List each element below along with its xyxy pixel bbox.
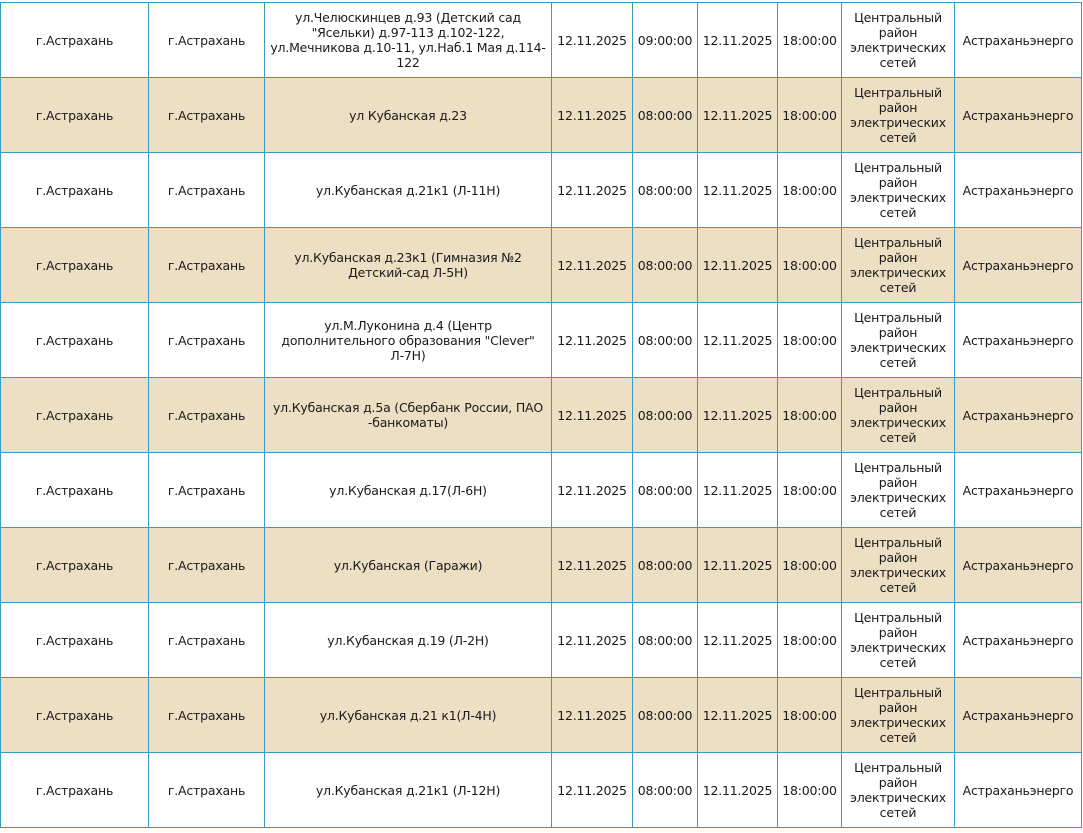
- cell-address: ул Кубанская д.23: [265, 78, 552, 153]
- cell-address: ул.Кубанская д.19 (Л-2Н): [265, 603, 552, 678]
- cell-organization: Астраханьэнерго: [955, 3, 1082, 78]
- cell-settlement: г.Астрахань: [149, 753, 265, 828]
- table-body: [1, 3, 1082, 828]
- cell-end-date: 12.11.2025: [698, 153, 778, 228]
- cell-district: Центральный район электрических сетей: [842, 753, 955, 828]
- cell-settlement: г.Астрахань: [149, 303, 265, 378]
- cell-organization: Астраханьэнерго: [955, 153, 1082, 228]
- table-row: [1, 678, 1082, 753]
- cell-organization: Астраханьэнерго: [955, 228, 1082, 303]
- cell-end-time: 18:00:00: [778, 228, 842, 303]
- cell-start-time: 08:00:00: [633, 153, 698, 228]
- cell-district: Центральный район электрических сетей: [842, 78, 955, 153]
- cell-end-date: 12.11.2025: [698, 228, 778, 303]
- cell-settlement: г.Астрахань: [149, 453, 265, 528]
- cell-district: Центральный район электрических сетей: [842, 678, 955, 753]
- table-row: [1, 378, 1082, 453]
- cell-start-date: 12.11.2025: [552, 153, 633, 228]
- cell-start-date: 12.11.2025: [552, 303, 633, 378]
- cell-locality: г.Астрахань: [1, 378, 149, 453]
- cell-end-time: 18:00:00: [778, 453, 842, 528]
- cell-end-date: 12.11.2025: [698, 678, 778, 753]
- cell-district: Центральный район электрических сетей: [842, 3, 955, 78]
- cell-start-time: 08:00:00: [633, 753, 698, 828]
- table-row: [1, 153, 1082, 228]
- cell-start-date: 12.11.2025: [552, 603, 633, 678]
- cell-end-time: 18:00:00: [778, 303, 842, 378]
- cell-organization: Астраханьэнерго: [955, 378, 1082, 453]
- cell-settlement: г.Астрахань: [149, 528, 265, 603]
- cell-end-date: 12.11.2025: [698, 378, 778, 453]
- table-row: [1, 603, 1082, 678]
- cell-end-date: 12.11.2025: [698, 303, 778, 378]
- cell-settlement: г.Астрахань: [149, 3, 265, 78]
- cell-address: ул.Челюскинцев д.93 (Детский сад "Ясельки) д.97-113 д.102-122, ул.Мечникова д.10-11, ул.Наб.1 Мая д.114-122: [265, 3, 552, 78]
- cell-organization: Астраханьэнерго: [955, 303, 1082, 378]
- cell-start-date: 12.11.2025: [552, 78, 633, 153]
- cell-locality: г.Астрахань: [1, 153, 149, 228]
- cell-start-date: 12.11.2025: [552, 753, 633, 828]
- cell-end-time: 18:00:00: [778, 678, 842, 753]
- table-row: [1, 303, 1082, 378]
- cell-start-date: 12.11.2025: [552, 678, 633, 753]
- cell-district: Центральный район электрических сетей: [842, 228, 955, 303]
- cell-settlement: г.Астрахань: [149, 228, 265, 303]
- cell-settlement: г.Астрахань: [149, 378, 265, 453]
- cell-locality: г.Астрахань: [1, 603, 149, 678]
- cell-address: ул.Кубанская д.21к1 (Л-11Н): [265, 153, 552, 228]
- cell-settlement: г.Астрахань: [149, 78, 265, 153]
- cell-end-time: 18:00:00: [778, 78, 842, 153]
- cell-address: ул.М.Луконина д.4 (Центр дополнительного образования "Clever" Л-7Н): [265, 303, 552, 378]
- cell-end-date: 12.11.2025: [698, 453, 778, 528]
- cell-start-time: 08:00:00: [633, 528, 698, 603]
- cell-settlement: г.Астрахань: [149, 678, 265, 753]
- cell-address: ул.Кубанская д.21к1 (Л-12Н): [265, 753, 552, 828]
- cell-end-date: 12.11.2025: [698, 603, 778, 678]
- cell-address: ул.Кубанская д.17(Л-6Н): [265, 453, 552, 528]
- cell-district: Центральный район электрических сетей: [842, 528, 955, 603]
- cell-end-time: 18:00:00: [778, 753, 842, 828]
- cell-settlement: г.Астрахань: [149, 603, 265, 678]
- cell-district: Центральный район электрических сетей: [842, 378, 955, 453]
- cell-locality: г.Астрахань: [1, 453, 149, 528]
- cell-start-time: 08:00:00: [633, 453, 698, 528]
- cell-start-time: 09:00:00: [633, 3, 698, 78]
- table-row: [1, 78, 1082, 153]
- cell-address: ул.Кубанская (Гаражи): [265, 528, 552, 603]
- cell-address: ул.Кубанская д.23к1 (Гимназия №2 Детский-сад Л-5Н): [265, 228, 552, 303]
- table-row: [1, 528, 1082, 603]
- cell-end-date: 12.11.2025: [698, 78, 778, 153]
- cell-organization: Астраханьэнерго: [955, 603, 1082, 678]
- cell-district: Центральный район электрических сетей: [842, 603, 955, 678]
- cell-start-time: 08:00:00: [633, 303, 698, 378]
- cell-start-date: 12.11.2025: [552, 3, 633, 78]
- table-row: [1, 753, 1082, 828]
- cell-organization: Астраханьэнерго: [955, 753, 1082, 828]
- cell-district: Центральный район электрических сетей: [842, 153, 955, 228]
- cell-address: ул.Кубанская д.5а (Сбербанк России, ПАО -банкоматы): [265, 378, 552, 453]
- cell-start-date: 12.11.2025: [552, 228, 633, 303]
- cell-end-date: 12.11.2025: [698, 3, 778, 78]
- cell-address: ул.Кубанская д.21 к1(Л-4Н): [265, 678, 552, 753]
- cell-organization: Астраханьэнерго: [955, 678, 1082, 753]
- table-row: [1, 3, 1082, 78]
- cell-start-date: 12.11.2025: [552, 528, 633, 603]
- cell-start-time: 08:00:00: [633, 603, 698, 678]
- cell-start-time: 08:00:00: [633, 78, 698, 153]
- cell-end-date: 12.11.2025: [698, 753, 778, 828]
- cell-organization: Астраханьэнерго: [955, 453, 1082, 528]
- cell-district: Центральный район электрических сетей: [842, 303, 955, 378]
- table-row: [1, 453, 1082, 528]
- cell-end-time: 18:00:00: [778, 378, 842, 453]
- cell-start-time: 08:00:00: [633, 378, 698, 453]
- cell-organization: Астраханьэнерго: [955, 528, 1082, 603]
- cell-end-time: 18:00:00: [778, 603, 842, 678]
- outage-schedule-table: [0, 2, 1082, 828]
- cell-settlement: г.Астрахань: [149, 153, 265, 228]
- table-row: [1, 228, 1082, 303]
- cell-start-time: 08:00:00: [633, 228, 698, 303]
- cell-locality: г.Астрахань: [1, 3, 149, 78]
- cell-end-time: 18:00:00: [778, 153, 842, 228]
- cell-locality: г.Астрахань: [1, 678, 149, 753]
- cell-locality: г.Астрахань: [1, 753, 149, 828]
- cell-organization: Астраханьэнерго: [955, 78, 1082, 153]
- cell-start-time: 08:00:00: [633, 678, 698, 753]
- cell-end-time: 18:00:00: [778, 528, 842, 603]
- cell-locality: г.Астрахань: [1, 78, 149, 153]
- cell-locality: г.Астрахань: [1, 303, 149, 378]
- cell-locality: г.Астрахань: [1, 528, 149, 603]
- cell-start-date: 12.11.2025: [552, 378, 633, 453]
- cell-locality: г.Астрахань: [1, 228, 149, 303]
- cell-end-date: 12.11.2025: [698, 528, 778, 603]
- cell-start-date: 12.11.2025: [552, 453, 633, 528]
- cell-end-time: 18:00:00: [778, 3, 842, 78]
- cell-district: Центральный район электрических сетей: [842, 453, 955, 528]
